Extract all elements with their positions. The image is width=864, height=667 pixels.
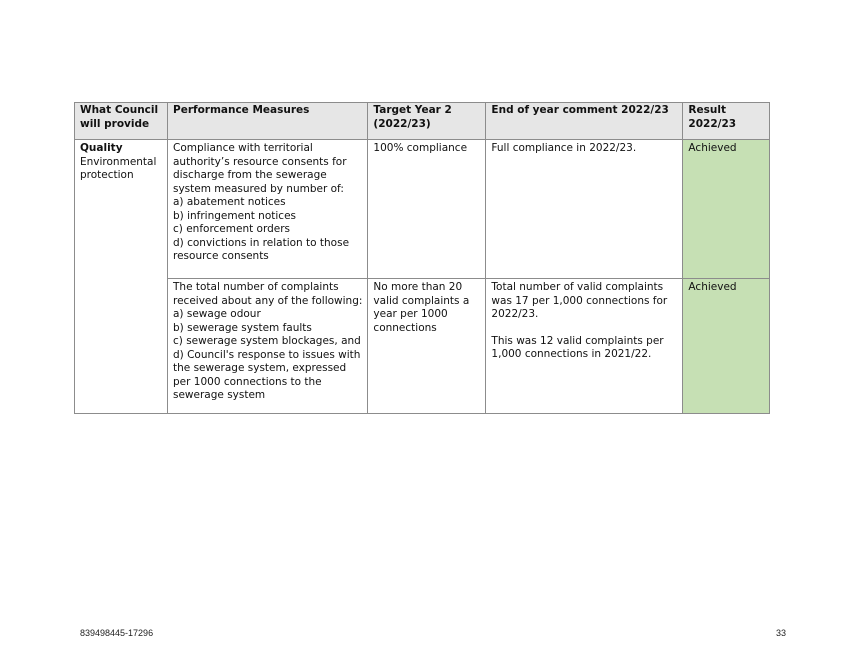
result-cell: [683, 140, 770, 279]
target-line: 100% compliance: [373, 142, 468, 154]
result-cell: [683, 279, 770, 414]
measure-line: b) infringement notices: [173, 209, 296, 222]
measure-line: per 1000 connections to the: [173, 375, 322, 388]
measure-line: d) convictions in relation to those: [173, 236, 350, 249]
comment-line: This was 12 valid complaints per: [491, 334, 664, 347]
measure-cell: [168, 279, 368, 414]
group-title: Quality: [80, 142, 123, 154]
header-line: (2022/23): [373, 117, 431, 130]
result-status: Achieved: [688, 142, 737, 154]
measure-line: a) sewage odour: [173, 308, 261, 320]
target-line: valid complaints a: [373, 294, 470, 307]
measure-line: resource consents: [173, 250, 269, 262]
header-line: will provide: [80, 117, 150, 130]
measure-line: The total number of complaints: [173, 281, 339, 293]
header-line: What Council: [80, 104, 159, 116]
table-header-row: [75, 103, 770, 140]
table-row: [75, 140, 770, 279]
page-number: 33: [776, 628, 787, 638]
paragraph-gap: [491, 322, 677, 335]
measure-line: c) enforcement orders: [173, 223, 291, 235]
target-cell: [368, 140, 486, 279]
measure-line: authority’s resource consents for: [173, 155, 347, 168]
measure-line: a) abatement notices: [173, 196, 286, 208]
target-line: No more than 20: [373, 281, 463, 293]
document-id: 839498445-17296: [80, 628, 154, 638]
header-result: [683, 103, 770, 140]
header-line: End of year comment 2022/23: [491, 104, 669, 116]
comment-line: 1,000 connections in 2021/22.: [491, 348, 652, 360]
measure-line: b) sewerage system faults: [173, 321, 312, 334]
target-line: year per 1000: [373, 308, 448, 320]
performance-table: [74, 102, 770, 414]
header-line: Result: [688, 104, 726, 116]
comment-cell: [486, 279, 683, 414]
target-cell: [368, 279, 486, 414]
group-cell: [75, 140, 168, 414]
measure-line: system measured by number of:: [173, 182, 344, 195]
header-line: 2022/23: [688, 117, 737, 130]
group-subtitle-line: protection: [80, 169, 134, 181]
header-line: Target Year 2: [373, 104, 452, 116]
comment-line: was 17 per 1,000 connections for: [491, 294, 668, 307]
comment-line: 2022/23.: [491, 308, 539, 320]
measure-line: sewerage system: [173, 389, 266, 401]
header-what-council: [75, 103, 168, 140]
measure-line: d) Council's response to issues with: [173, 348, 361, 361]
group-subtitle-line: Environmental: [80, 155, 157, 168]
comment-cell: [486, 140, 683, 279]
comment-line: Full compliance in 2022/23.: [491, 142, 637, 154]
header-performance-measures: [168, 103, 368, 140]
header-end-of-year-comment: [486, 103, 683, 140]
measure-line: the sewerage system, expressed: [173, 362, 347, 374]
header-target: [368, 103, 486, 140]
target-line: connections: [373, 321, 437, 334]
measure-line: Compliance with territorial: [173, 142, 313, 154]
result-status: Achieved: [688, 281, 737, 293]
measure-line: discharge from the sewerage: [173, 169, 327, 181]
comment-line: Total number of valid complaints: [491, 281, 664, 293]
measure-line: received about any of the following:: [173, 294, 363, 307]
measure-cell: [168, 140, 368, 279]
header-line: Performance Measures: [173, 104, 310, 116]
table-row: [75, 279, 770, 414]
measure-line: c) sewerage system blockages, and: [173, 335, 361, 347]
